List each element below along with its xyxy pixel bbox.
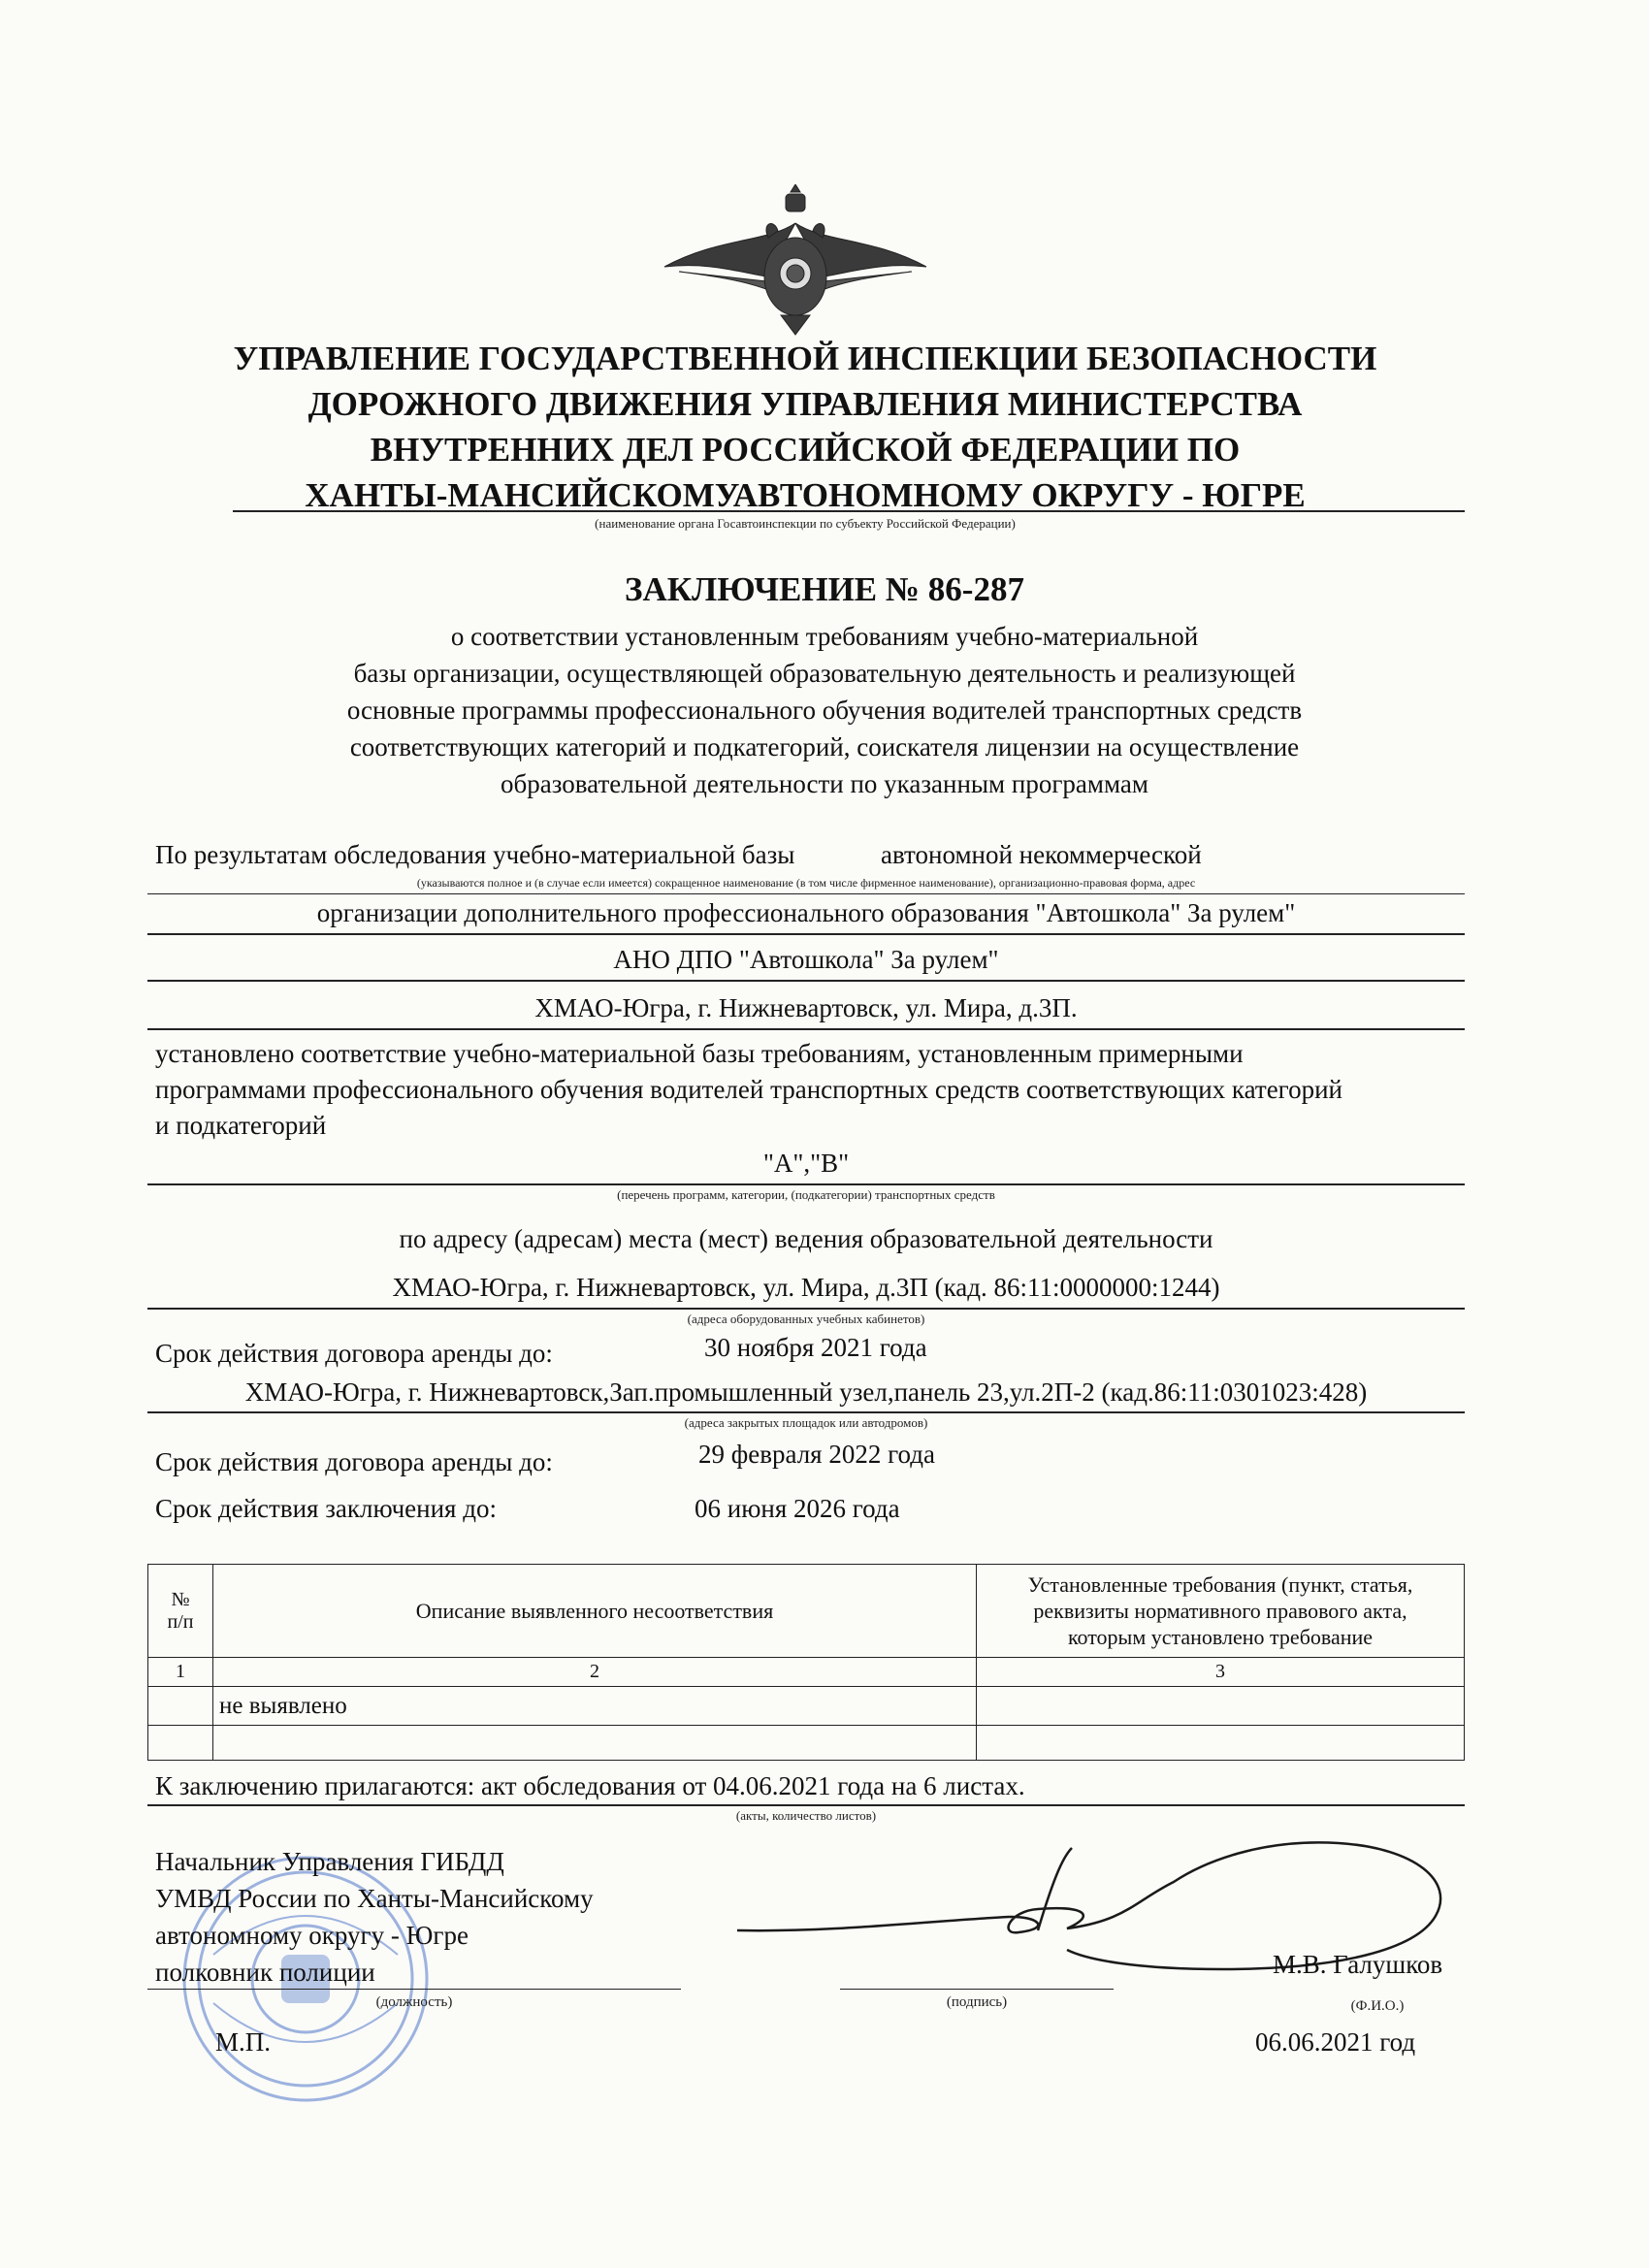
vehicle-categories: "А","В" [762,1149,850,1178]
position-line: Начальник Управления ГИБДД [155,1847,504,1876]
column-header-line: реквизиты нормативного правового акта, [1033,1599,1407,1623]
position-caption: (должность) [375,1994,453,2010]
conformity-line: программами профессионального обучения водителей транспортных средств соответствующих категорий [155,1075,1342,1104]
issuing-authority-name [233,336,1377,518]
table-cell: не выявлено [213,1687,977,1726]
position-line: автономному округу - Югре [155,1921,469,1950]
organization-full-name: организации дополнительного профессионального образования "Автошкола" За рулем" [316,898,1296,927]
conformity-line: и подкатегорий [155,1111,327,1140]
document-title: ЗАКЛЮЧЕНИЕ № 86-287 [625,570,1024,608]
divider [840,1989,1114,1990]
divider [147,1804,1465,1806]
table-cell [977,1687,1465,1726]
column-header-line: № [171,1588,190,1610]
name-caption: (Ф.И.О.) [1350,1998,1405,2014]
attachment-caption: (акты, количество листов) [735,1808,877,1823]
table-cell [977,1726,1465,1761]
classroom-caption: (адреса оборудованных учебных кабинетов) [687,1312,925,1326]
lease-end-date: 30 ноября 2021 года [704,1333,927,1362]
divider [147,1308,1465,1310]
signature-date: 06.06.2021 год [1255,2027,1416,2057]
organization-address: ХМАО-Югра, г. Нижневартовск, ул. Мира, д.3П. [534,993,1078,1022]
authority-line: ХАНТЫ-МАНСИЙСКОМУАВТОНОМНОМУ ОКРУГУ - ЮГРЕ [305,476,1306,514]
signatory-name: М.В. Галушков [1273,1950,1443,1979]
column-header-line: Установленные требования (пункт, статья, [1027,1572,1413,1597]
survey-intro: По результатам обследования учебно-материальной базы [155,840,795,869]
stamp-place-label: М.П. [215,2027,272,2057]
classroom-address: ХМАО-Югра, г. Нижневартовск, ул. Мира, д.3П (кад. 86:11:0000000:1244) [392,1273,1220,1302]
table-cell [213,1726,977,1761]
divider [147,933,1465,935]
table-header-row [148,1565,1465,1658]
divider [147,980,1465,982]
column-header-requirements [977,1565,1465,1658]
signatory-position [155,1843,594,1991]
categories-caption: (перечень программ, категории, (подкатегории) транспортных средств [617,1187,995,1202]
authority-caption: (наименование органа Госавтоинспекции по субъекту Российской Федерации) [595,516,1016,531]
column-header-line: которым установлено требование [1067,1625,1374,1649]
places-label: по адресу (адресам) места (мест) ведения образовательной деятельности [399,1224,1213,1253]
divider [147,1183,1465,1185]
divider [147,1028,1465,1030]
column-header-line: п/п [167,1610,194,1633]
training-ground-address: ХМАО-Югра, г. Нижневартовск,Зап.промышленный узел,панель 23,ул.2П-2 (кад.86:11:0301023:428) [244,1377,1368,1407]
table-row [148,1658,1465,1687]
divider [147,893,1465,894]
organization-form: автономной некоммерческой [881,840,1202,869]
subtitle-line: основные программы профессионального обучения водителей транспортных средств [346,696,1303,725]
organization-caption: (указываются полное и (в случае если имеется) сокращенное наименование (в том числе фирменное наименование), организационно-правовая форма, адрес [416,876,1196,890]
conformity-statement [155,1036,1342,1144]
nonconformity-table [147,1564,1465,1761]
divider [233,510,1465,512]
table-row [148,1687,1465,1726]
subtitle-line: о соответствии установленным требованиям учебно-материальной [450,622,1199,651]
lease-label: Срок действия договора аренды до: [155,1339,553,1368]
double-headed-eagle-emblem-icon [660,184,931,340]
column-header-number [148,1565,213,1658]
subtitle-line: базы организации, осуществляющей образовательную деятельность и реализующей [353,659,1296,688]
subtitle-line: соответствующих категорий и подкатегорий, соискателя лицензии на осуществление [349,732,1300,761]
table-cell: 3 [977,1658,1465,1687]
table-cell [148,1687,213,1726]
divider [147,1989,681,1990]
table-cell [148,1726,213,1761]
lease-end-date: 29 февраля 2022 года [698,1440,935,1469]
divider [147,1411,1465,1413]
lease-label: Срок действия договора аренды до: [155,1447,553,1476]
document-subtitle [242,618,1406,802]
organization-short-name: АНО ДПО "Автошкола" За рулем" [613,945,999,974]
table-cell: 1 [148,1658,213,1687]
authority-line: ДОРОЖНОГО ДВИЖЕНИЯ УПРАВЛЕНИЯ МИНИСТЕРСТВА [307,385,1303,423]
position-line: полковник полиции [155,1958,375,1987]
authority-line: УПРАВЛЕНИЕ ГОСУДАРСТВЕННОЙ ИНСПЕКЦИИ БЕЗОПАСНОСТИ [233,340,1377,377]
validity-label: Срок действия заключения до: [155,1494,497,1523]
position-line: УМВД России по Ханты-Мансийскому [155,1884,594,1913]
signature-caption: (подпись) [946,1994,1008,2010]
subtitle-line: образовательной деятельности по указанным программам [501,769,1148,798]
table-cell: 2 [213,1658,977,1687]
column-header-description: Описание выявленного несоответствия [213,1565,977,1658]
validity-date: 06 июня 2026 года [695,1494,900,1523]
authority-line: ВНУТРЕННИХ ДЕЛ РОССИЙСКОЙ ФЕДЕРАЦИИ ПО [370,431,1241,469]
attachment-statement: К заключению прилагаются: акт обследования от 04.06.2021 года на 6 листах. [155,1771,1025,1800]
training-ground-caption: (адреса закрытых площадок или автодромов) [684,1415,928,1430]
table-row [148,1726,1465,1761]
conformity-line: установлено соответствие учебно-материальной базы требованиям, установленным примерными [155,1039,1244,1068]
